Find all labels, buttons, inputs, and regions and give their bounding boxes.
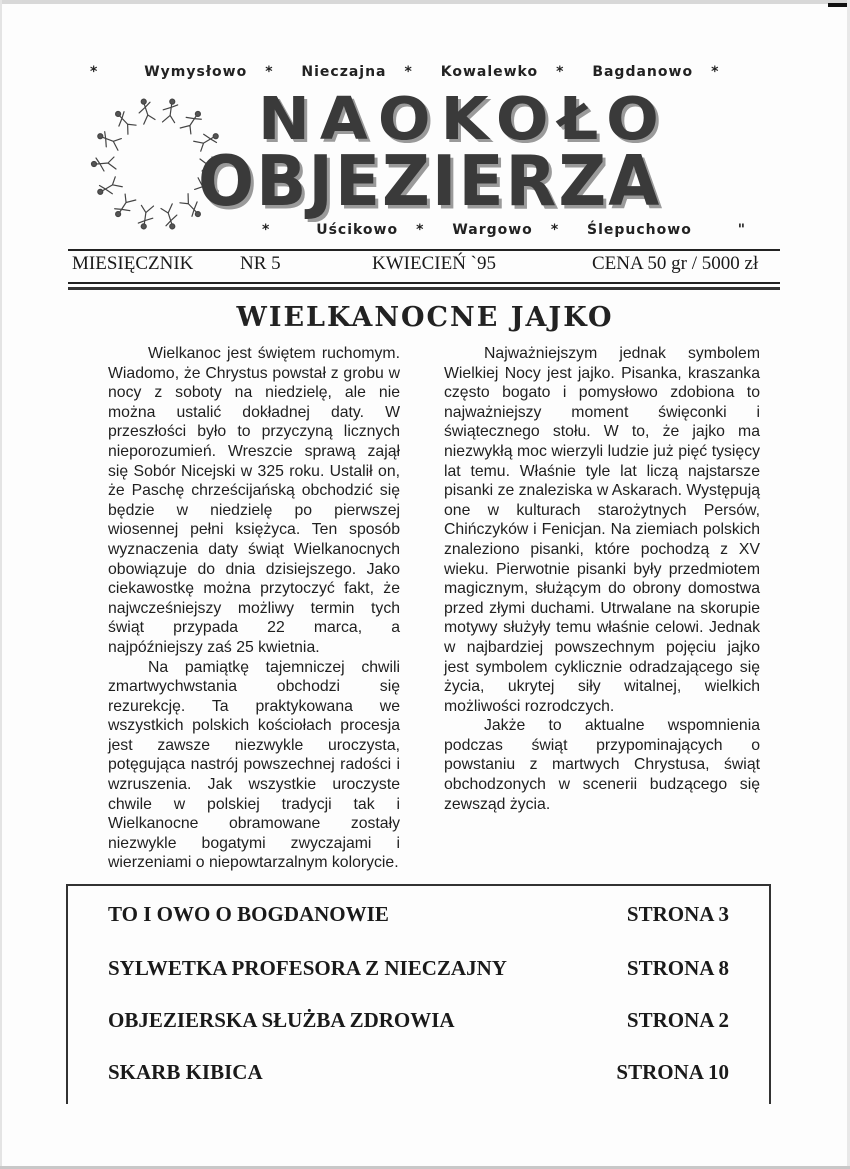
contents-item-title: SYLWETKA PROFESORA Z NIECZAJNY: [108, 956, 507, 980]
separator: *: [550, 222, 560, 238]
article-paragraph: Najważniejszym jednak symbolem Wielkiej Nocy jest jajko. Pisanka, kraszanka często bogato i pomysłowo zdobiona to najważniejszy moment święconki i świątecznego stołu. W to, że jajko ma niezwykłą moc wierzyli ludzie już pięć tysięcy lat temu. Właśnie tyle lat liczą najstarsze pisanki ze znaleziska w Askarach. Występują one w kulturach starożytnych Persów, Chińczyków i Fenicjan. Na ziemiach polskich znaleziono pisanki, które pochodzą z XV wieku. Pierwotnie pisanki były przedmiotem magicznym, służącym do obrony domostwa przed złymi duchami. Utrwalane na skorupie motywy służyły temu właśnie celowi. Jednak w najbardziej powszechnym pojęciu jajko jest symbolem cyklicznie odradzającego się życia, ukrytej siły witalnej, wielkich możliwości rozrodczych.: [444, 345, 760, 715]
article-title: WIELKANOCNE JAJKO: [236, 302, 614, 333]
village-name: Uścikowo: [316, 222, 399, 238]
runner-figure-icon: [136, 203, 155, 230]
contents-box: [66, 884, 771, 1104]
village-name: Nieczajna: [301, 64, 387, 80]
divider-rule: [68, 249, 780, 251]
runner-figure-icon: [92, 157, 117, 171]
trailing-mark: ": [737, 222, 746, 238]
villages-top-line: [90, 64, 737, 80]
masthead-title-line-2: OBJEZIERZA: [198, 141, 662, 222]
runner-figure-icon: [111, 108, 137, 136]
issue-date: KWIECIEŃ `95: [372, 253, 496, 274]
issue-number: NR 5: [240, 253, 281, 274]
contents-item-page: STRONA 10: [616, 1060, 729, 1084]
contents-item-title: OBJEZIERSKA SŁUŻBA ZDROWIA: [108, 1008, 455, 1032]
article-paragraph: Jakże to aktualne wspomnienia podczas świąt przypominających o powstaniu z martwych Chrystusa, świąt obchodzonych w scenerii budzącego się zewsząd życia.: [444, 717, 760, 813]
separator: *: [416, 222, 425, 238]
masthead-title-line-1: NAOKOŁO: [258, 83, 669, 154]
separator: *: [265, 64, 274, 80]
article-paragraph: Na pamiątkę tajemniczej chwili zmartwychwstania obchodzi się rezurekcję. Ta praktykowana we wszystkich polskich kościołach procesja jest zawsze niezwykle uroczysta, potęgująca nastrój powszechnej radości i wzruszenia. Jak wszystkie uroczyste chwile w polskiej tradycji tak i Wielkanocne obramowane zostały niezwykle bogatymi zwyczajami i wierzeniami o niepowtarzalnym kolorycie.: [108, 658, 400, 872]
contents-item-page: STRONA 3: [626, 902, 729, 926]
separator: *: [556, 64, 565, 80]
article-column-left: [108, 344, 400, 873]
separator: *: [90, 64, 99, 80]
issue-price: CENA 50 gr / 5000 zł: [592, 253, 759, 274]
runner-figure-icon: [179, 108, 205, 136]
article-column-right: [444, 344, 760, 814]
contents-item-page: STRONA 8: [626, 956, 729, 980]
village-name: Kowalewko: [440, 64, 539, 80]
contents-item-title: SKARB KIBICA: [108, 1060, 263, 1084]
contents-item-title: TO I OWO O BOGDANOWIE: [108, 902, 389, 926]
separator: *: [404, 64, 413, 80]
contents-item-page: STRONA 2: [626, 1008, 729, 1032]
issue-kind: MIESIĘCZNIK: [72, 253, 194, 274]
separator: *: [711, 64, 720, 80]
divider-rule: [68, 287, 780, 290]
village-name: Wymysłowo: [144, 64, 248, 80]
runner-figure-icon: [95, 129, 123, 152]
divider-rule: [68, 282, 780, 284]
village-name: Ślepuchowo: [587, 222, 692, 238]
separator: *: [262, 222, 271, 238]
runner-figure-icon: [136, 98, 155, 125]
scan-edge-left: [0, 0, 2, 1169]
runner-figure-icon: [161, 203, 180, 230]
scan-edge-top: [0, 0, 850, 4]
villages-bottom-line: [262, 222, 746, 238]
village-name: Wargowo: [452, 222, 533, 238]
village-name: Bagdanowo: [592, 64, 694, 80]
runner-figure-icon: [95, 176, 123, 199]
article-paragraph: Wielkanoc jest świętem ruchomym. Wiadomo, że Chrystus powstał z grobu w nocy z soboty na niedzielę, ale nie można ustalić dokładnej daty. W przeszłości było to przyczyną licznych nieporozumień. Wreszcie sprawą zajął się Sobór Nicejski w 325 roku. Ustalił on, że Paschę chrześcijańską obchodzić się będzie w niedzielę po pierwszej wiosennej pełni księżyca. Ten sposób wyznaczenia daty świąt Wielkanocnych obowiązuje do dnia dzisiejszego. Jako ciekawostkę można przytoczyć fakt, że najwcześniejszy możliwy termin tych świąt przypada 22 marca, a najpóźniejszy zaś 25 kwietnia.: [108, 345, 400, 656]
runner-figure-icon: [161, 98, 180, 125]
runner-figure-icon: [111, 193, 137, 221]
